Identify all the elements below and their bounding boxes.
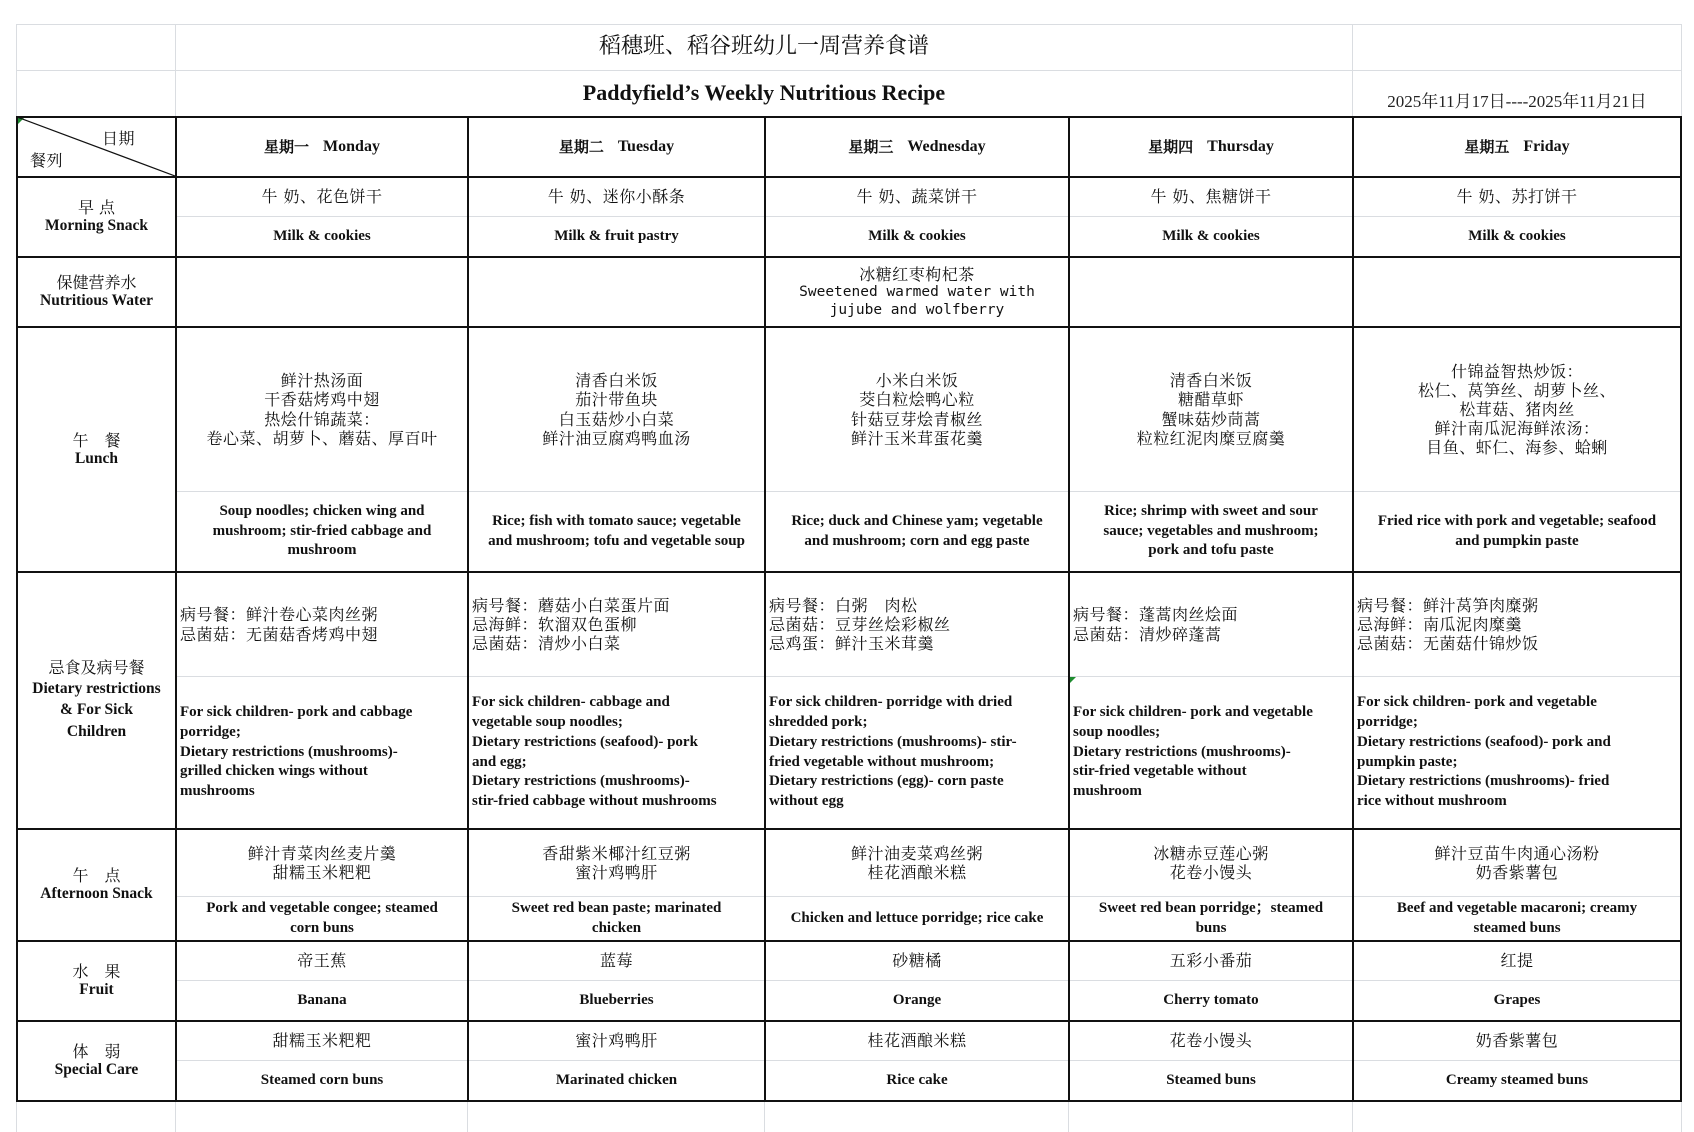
gridline bbox=[1068, 1100, 1069, 1132]
table-border bbox=[16, 1100, 1682, 1102]
row-label-zh: 午 餐 bbox=[72, 430, 121, 450]
lunch-zh-thursday: 清香白米饭 糖醋草虾 蟹味菇炒茼蒿 粒粒红泥肉糜豆腐羹 bbox=[1136, 371, 1286, 448]
day-en: Friday bbox=[1523, 138, 1570, 156]
dietary-zh-tuesday: 病号餐：蘑菇小白菜蛋片面 忌海鲜：软溜双色蛋柳 忌菌菇：清炒小白菜 bbox=[472, 595, 671, 654]
special-care-en-friday: Creamy steamed buns bbox=[1445, 1071, 1589, 1088]
special-care-zh-tuesday: 蜜汁鸡鸭肝 bbox=[575, 1031, 658, 1051]
morning-snack-zh-friday: 牛 奶、苏打饼干 bbox=[1456, 187, 1578, 207]
morning-snack-en-thursday: Milk & cookies bbox=[1162, 227, 1260, 244]
dietary-en-friday: For sick children- pork and vegetable porridge; Dietary restrictions (seafood)- pork and pumpkin paste; Dietary restrictions (mushrooms)- fried rice without mushroom bbox=[1357, 693, 1611, 810]
lunch-en-monday: Soup noodles; chicken wing and mushroom; stir-fried cabbage and mushroom bbox=[212, 503, 432, 559]
date-range: 2025年11月17日----2025年11月21日 bbox=[1387, 91, 1647, 111]
page-title-chinese: 稻穗班、稻谷班幼儿一周营养食谱 bbox=[598, 34, 929, 60]
day-en: Wednesday bbox=[907, 138, 986, 156]
morning-snack-en-monday: Milk & cookies bbox=[273, 227, 371, 244]
dietary-zh-monday: 病号餐：鲜汁卷心菜肉丝粥 忌菌菇：无菌菇香烤鸡中翅 bbox=[180, 605, 379, 644]
row-label-zh: 水 果 bbox=[72, 962, 121, 982]
day-header-friday bbox=[1354, 118, 1680, 176]
day-header-monday bbox=[177, 118, 467, 176]
lunch-en-wednesday: Rice; duck and Chinese yam; vegetable and mushroom; corn and egg paste bbox=[791, 513, 1043, 549]
lunch-zh-tuesday: 清香白米饭 茄汁带鱼块 白玉菇炒小白菜 鲜汁油豆腐鸡鸭血汤 bbox=[542, 371, 691, 448]
special-care-zh-thursday: 花卷小馒头 bbox=[1169, 1031, 1253, 1051]
dietary-zh-friday: 病号餐：鲜汁莴笋肉糜粥 忌海鲜：南瓜泥肉糜羹 忌菌菇：无菌菇什锦炒饭 bbox=[1357, 595, 1539, 654]
day-header-wednesday bbox=[766, 118, 1068, 176]
corner-date-label: 日期 bbox=[102, 129, 136, 148]
row-label-zh: 保健营养水 bbox=[56, 273, 137, 293]
afternoon-snack-en-monday: Pork and vegetable congee; steamed corn buns bbox=[206, 900, 438, 936]
special-care-en-monday: Steamed corn buns bbox=[260, 1071, 384, 1088]
day-en: Monday bbox=[323, 138, 380, 156]
afternoon-snack-en-thursday: Sweet red bean porridge；steamed buns bbox=[1098, 900, 1324, 936]
fruit-en-friday: Grapes bbox=[1493, 991, 1541, 1008]
morning-snack-en-wednesday: Milk & cookies bbox=[868, 227, 966, 244]
special-care-zh-friday: 奶香紫薯包 bbox=[1475, 1031, 1559, 1051]
gridline bbox=[16, 1100, 17, 1132]
fruit-zh-thursday: 五彩小番茄 bbox=[1169, 951, 1253, 971]
dietary-en-wednesday: For sick children- porridge with dried shredded pork; Dietary restrictions (mushrooms)- stir- fried vegetable without mushroom; Dietary restrictions (egg)- corn paste without egg bbox=[769, 693, 1017, 810]
afternoon-snack-zh-tuesday: 香甜紫米椰汁红豆粥 蜜汁鸡鸭肝 bbox=[542, 843, 691, 882]
dietary-en-monday: For sick children- pork and cabbage porridge; Dietary restrictions (mushrooms)- grilled chicken wings without mushrooms bbox=[180, 703, 413, 800]
gridline bbox=[1681, 1100, 1682, 1132]
afternoon-snack-en-tuesday: Sweet red bean paste; marinated chicken bbox=[511, 900, 722, 936]
row-label-afternoon-snack bbox=[18, 830, 175, 940]
gridline bbox=[16, 24, 17, 116]
row-label-zh: 早 点 bbox=[77, 198, 116, 218]
morning-snack-zh-wednesday: 牛 奶、蔬菜饼干 bbox=[856, 187, 978, 207]
fruit-en-thursday: Cherry tomato bbox=[1163, 991, 1259, 1008]
gridline bbox=[467, 1100, 468, 1132]
water-en: Sweetened warmed water with jujube and wolfberry bbox=[799, 284, 1035, 318]
row-label-zh: 午 点 bbox=[72, 866, 121, 886]
special-care-en-tuesday: Marinated chicken bbox=[555, 1071, 678, 1088]
lunch-zh-wednesday: 小米白米饭 茭白粒烩鸭心粒 针菇豆芽烩青椒丝 鲜汁玉米茸蛋花羹 bbox=[850, 371, 983, 448]
corner-meal-label: 餐列 bbox=[30, 151, 64, 170]
row-label-morning-snack bbox=[18, 178, 175, 256]
afternoon-snack-zh-wednesday: 鲜汁油麦菜鸡丝粥 桂花酒酿米糕 bbox=[850, 843, 983, 882]
day-en: Thursday bbox=[1207, 138, 1274, 156]
day-zh: 星期三 bbox=[848, 138, 894, 156]
afternoon-snack-zh-friday: 鲜汁豆苗牛肉通心汤粉 奶香紫薯包 bbox=[1434, 843, 1600, 882]
row-label-en: Afternoon Snack bbox=[40, 885, 153, 903]
dietary-en-tuesday: For sick children- cabbage and vegetable soup noodles; Dietary restrictions (seafood)- pork and egg; Dietary restrictions (mushrooms)- stir-fried cabbage without mushrooms bbox=[472, 693, 717, 810]
row-label-en: Lunch bbox=[74, 449, 119, 467]
row-label-zh: 忌食及病号餐 bbox=[48, 658, 145, 678]
water-zh: 冰糖红枣枸杞茶 bbox=[859, 265, 975, 285]
page-title-english: Paddyfield’s Weekly Nutritious Recipe bbox=[582, 80, 946, 106]
morning-snack-zh-thursday: 牛 奶、焦糖饼干 bbox=[1150, 187, 1272, 207]
row-label-nutritious-water bbox=[18, 258, 175, 326]
row-label-en: Dietary restrictions & For Sick Children bbox=[32, 679, 161, 740]
fruit-zh-monday: 帝王蕉 bbox=[297, 951, 347, 971]
dietary-zh-thursday: 病号餐：蓬蒿肉丝烩面 忌菌菇：清炒碎蓬蒿 bbox=[1073, 605, 1239, 644]
table-border bbox=[1680, 116, 1682, 1102]
dietary-en-thursday: For sick children- pork and vegetable soup noodles; Dietary restrictions (mushrooms)- stir-fried vegetable without mushroom bbox=[1073, 703, 1313, 800]
morning-snack-en-tuesday: Milk & fruit pastry bbox=[554, 227, 679, 244]
day-zh: 星期四 bbox=[1148, 138, 1194, 156]
gridline bbox=[764, 1100, 765, 1132]
fruit-en-wednesday: Orange bbox=[892, 991, 942, 1008]
row-label-lunch bbox=[18, 328, 175, 571]
morning-snack-en-friday: Milk & cookies bbox=[1468, 227, 1566, 244]
row-label-zh: 体 弱 bbox=[72, 1042, 121, 1062]
lunch-en-tuesday: Rice; fish with tomato sauce; vegetable and mushroom; tofu and vegetable soup bbox=[488, 513, 745, 549]
lunch-zh-monday: 鲜汁热汤面 干香菇烤鸡中翅 热烩什锦蔬菜： 卷心菜、胡萝卜、蘑菇、厚百叶 bbox=[206, 371, 438, 448]
day-en: Tuesday bbox=[617, 138, 675, 156]
afternoon-snack-en-friday: Beef and vegetable macaroni; creamy steamed buns bbox=[1396, 900, 1638, 936]
day-header-thursday bbox=[1070, 118, 1352, 176]
special-care-en-thursday: Steamed buns bbox=[1166, 1071, 1256, 1088]
day-header-tuesday bbox=[469, 118, 764, 176]
special-care-zh-wednesday: 桂花酒酿米糕 bbox=[867, 1031, 967, 1051]
dietary-zh-wednesday: 病号餐：白粥 肉松 忌菌菇：豆芽丝烩彩椒丝 忌鸡蛋：鲜汁玉米茸羹 bbox=[769, 595, 951, 654]
afternoon-snack-zh-monday: 鲜汁青菜肉丝麦片羹 甜糯玉米粑粑 bbox=[247, 843, 397, 882]
fruit-en-monday: Banana bbox=[297, 991, 347, 1008]
row-label-fruit bbox=[18, 942, 175, 1020]
gridline bbox=[175, 1100, 176, 1132]
row-label-en: Special Care bbox=[54, 1061, 139, 1079]
fruit-en-tuesday: Blueberries bbox=[579, 991, 654, 1008]
row-label-en: Fruit bbox=[79, 981, 114, 999]
row-label-en: Nutritious Water bbox=[40, 292, 153, 310]
day-zh: 星期一 bbox=[264, 138, 310, 156]
fruit-zh-tuesday: 蓝莓 bbox=[599, 951, 633, 971]
day-zh: 星期五 bbox=[1464, 138, 1510, 156]
lunch-en-friday: Fried rice with pork and vegetable; seafood and pumpkin paste bbox=[1377, 513, 1657, 549]
fruit-zh-friday: 红提 bbox=[1500, 951, 1534, 971]
gridline bbox=[1352, 1100, 1353, 1132]
special-care-en-wednesday: Rice cake bbox=[886, 1071, 948, 1088]
morning-snack-zh-tuesday: 牛 奶、迷你小酥条 bbox=[547, 187, 686, 207]
row-label-en: Morning Snack bbox=[45, 217, 148, 235]
row-label-special-care bbox=[18, 1022, 175, 1100]
fruit-zh-wednesday: 砂糖橘 bbox=[892, 951, 942, 971]
day-zh: 星期二 bbox=[558, 138, 604, 156]
morning-snack-zh-monday: 牛 奶、花色饼干 bbox=[261, 187, 383, 207]
lunch-en-thursday: Rice; shrimp with sweet and sour sauce; vegetables and mushroom; pork and tofu paste bbox=[1103, 503, 1319, 559]
afternoon-snack-zh-thursday: 冰糖赤豆莲心粥 花卷小馒头 bbox=[1153, 843, 1269, 882]
lunch-zh-friday: 什锦益智热炒饭： 松仁、莴笋丝、胡萝卜丝、 松茸菇、猪肉丝 鲜汁南瓜泥海鲜浓汤： 目鱼、虾仁、海参、蛤蜊 bbox=[1417, 361, 1616, 458]
row-label-dietary bbox=[18, 573, 175, 828]
afternoon-snack-en-wednesday: Chicken and lettuce porridge; rice cake bbox=[790, 909, 1044, 926]
gridline bbox=[1681, 24, 1682, 116]
special-care-zh-monday: 甜糯玉米粑粑 bbox=[272, 1031, 372, 1051]
nutritious-water-wednesday bbox=[766, 258, 1068, 326]
